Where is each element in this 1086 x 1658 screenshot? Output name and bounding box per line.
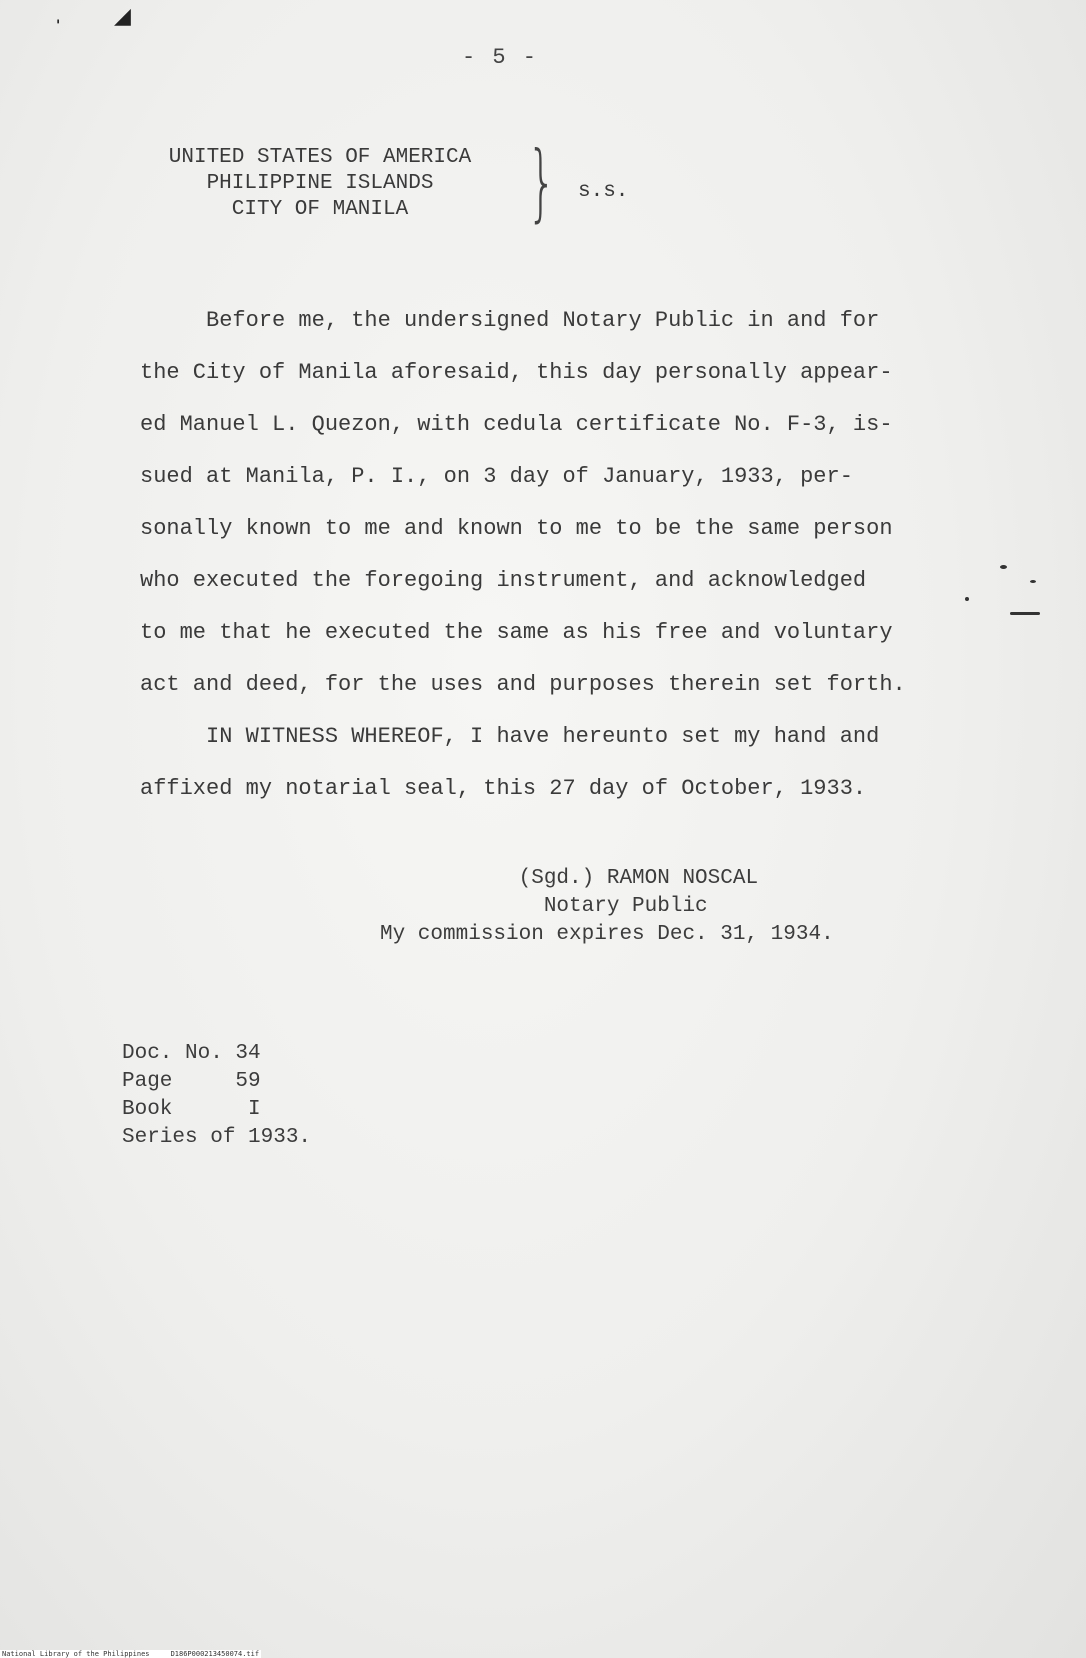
- acknowledgment-line: ed Manuel L. Quezon, with cedula certificate No. F-3, is-: [140, 412, 893, 437]
- signature-title: Notary Public: [380, 895, 708, 918]
- scan-mark: ◢: [114, 4, 131, 29]
- acknowledgment-line: Before me, the undersigned Notary Public in and for: [140, 308, 880, 333]
- page-number: - 5 -: [461, 45, 538, 70]
- acknowledgment-line: sonally known to me and known to me to be the same person: [140, 516, 893, 541]
- acknowledgment-line: act and deed, for the uses and purposes therein set forth.: [140, 672, 906, 697]
- acknowledgment-text: [140, 295, 1000, 815]
- doc-book: Book I: [122, 1098, 261, 1121]
- commission-expiry: My commission expires Dec. 31, 1934.: [380, 923, 834, 946]
- witness-line: affixed my notarial seal, this 27 day of October, 1933.: [140, 776, 867, 801]
- ink-speck: [1010, 612, 1040, 615]
- doc-number: Doc. No. 34: [122, 1042, 261, 1065]
- venue-block: [130, 145, 510, 223]
- venue-abbrev: s.s.: [578, 180, 629, 203]
- signature-name: (Sgd.) RAMON NOSCAL: [380, 867, 759, 890]
- venue-brace: }: [527, 133, 557, 231]
- scan-mark: ': [56, 18, 61, 34]
- acknowledgment-line: the City of Manila aforesaid, this day personally appear-: [140, 360, 893, 385]
- venue-line-islands: PHILIPPINE ISLANDS: [206, 172, 434, 195]
- document-reference: [122, 1040, 311, 1152]
- ink-speck: [965, 597, 969, 601]
- acknowledgment-line: sued at Manila, P. I., on 3 day of January, 1933, per-: [140, 464, 853, 489]
- signature-block: [380, 865, 940, 949]
- ink-speck: [1030, 580, 1036, 583]
- acknowledgment-line: who executed the foregoing instrument, and acknowledged: [140, 568, 867, 593]
- venue-line-country: UNITED STATES OF AMERICA: [168, 146, 472, 169]
- doc-series: Series of 1933.: [122, 1126, 312, 1149]
- scan-footer: National Library of the Philippines D186P000213450074.tif: [2, 1650, 260, 1658]
- witness-line: IN WITNESS WHEREOF, I have hereunto set my hand and: [140, 724, 880, 749]
- ink-speck: [1000, 565, 1007, 569]
- venue-line-city: CITY OF MANILA: [231, 198, 409, 221]
- acknowledgment-line: to me that he executed the same as his free and voluntary: [140, 620, 893, 645]
- doc-page: Page 59: [122, 1070, 261, 1093]
